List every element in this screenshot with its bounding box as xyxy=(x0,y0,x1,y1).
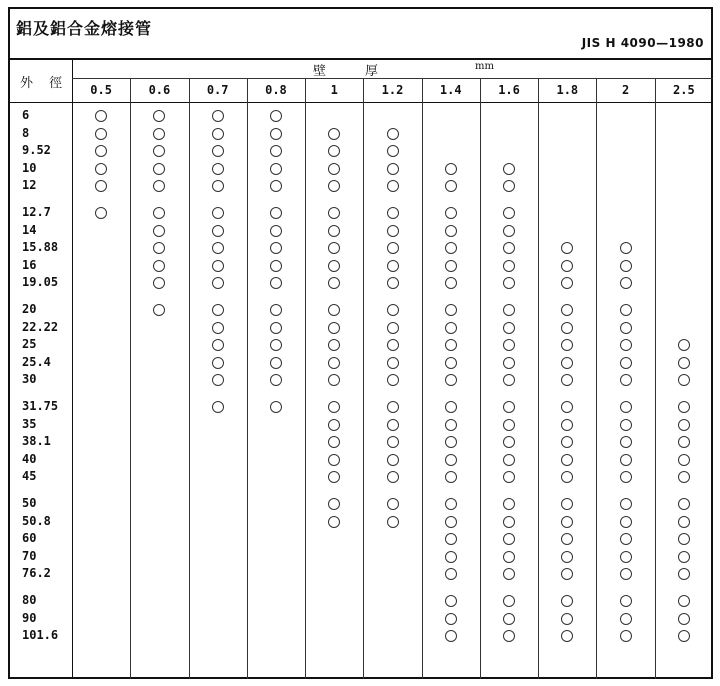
outer-diameter-label: 6 xyxy=(22,108,30,122)
circle-icon xyxy=(328,128,340,140)
circle-icon xyxy=(387,357,399,369)
circle-icon xyxy=(212,304,224,316)
thickness-column-header: 2 xyxy=(621,83,630,97)
circle-icon xyxy=(678,374,690,386)
circle-icon xyxy=(387,436,399,448)
outer-diameter-label: 19.05 xyxy=(22,275,59,290)
outer-diameter-label: 9.52 xyxy=(22,143,51,158)
circle-icon xyxy=(678,551,690,563)
circle-icon xyxy=(620,533,632,545)
circle-icon xyxy=(503,207,515,219)
circle-icon xyxy=(387,145,399,157)
circle-icon xyxy=(503,516,515,528)
circle-icon xyxy=(270,207,282,219)
circle-icon xyxy=(678,498,690,510)
circle-icon xyxy=(212,110,224,122)
circle-icon xyxy=(212,145,224,157)
circle-icon xyxy=(503,498,515,510)
thickness-column-header: 1.8 xyxy=(556,83,579,97)
circle-icon xyxy=(95,145,107,157)
circle-icon xyxy=(620,419,632,431)
circle-icon xyxy=(561,595,573,607)
circle-icon xyxy=(445,436,457,448)
circle-icon xyxy=(387,516,399,528)
circle-icon xyxy=(328,304,340,316)
circle-icon xyxy=(445,225,457,237)
thickness-column-header: 0.7 xyxy=(206,83,229,97)
circle-icon xyxy=(561,419,573,431)
circle-icon xyxy=(270,163,282,175)
circle-icon xyxy=(445,630,457,642)
circle-icon xyxy=(328,516,340,528)
circle-icon xyxy=(328,322,340,334)
circle-icon xyxy=(503,613,515,625)
circle-icon xyxy=(503,163,515,175)
circle-icon xyxy=(387,207,399,219)
circle-icon xyxy=(270,145,282,157)
circle-icon xyxy=(445,277,457,289)
circle-icon xyxy=(153,128,165,140)
circle-icon xyxy=(678,471,690,483)
circle-icon xyxy=(212,180,224,192)
thickness-column-header: 1.6 xyxy=(498,83,520,97)
outer-diameter-label: 40 xyxy=(22,451,37,466)
circle-icon xyxy=(328,357,340,369)
circle-icon xyxy=(95,163,107,175)
outer-diameter-label: 10 xyxy=(22,160,37,175)
circle-icon xyxy=(561,551,573,563)
circle-icon xyxy=(328,374,340,386)
circle-icon xyxy=(212,128,224,140)
circle-icon xyxy=(445,401,457,413)
circle-icon xyxy=(212,277,224,289)
circle-icon xyxy=(678,419,690,431)
circle-icon xyxy=(561,401,573,413)
circle-icon xyxy=(445,454,457,466)
circle-icon xyxy=(212,163,224,175)
circle-icon xyxy=(387,322,399,334)
circle-icon xyxy=(328,207,340,219)
circle-icon xyxy=(153,180,165,192)
circle-icon xyxy=(270,357,282,369)
circle-icon xyxy=(328,498,340,510)
outer-diameter-label: 12.7 xyxy=(22,205,51,219)
outer-diameter-label: 70 xyxy=(22,548,37,563)
circle-icon xyxy=(620,436,632,448)
circle-icon xyxy=(620,630,632,642)
circle-icon xyxy=(387,163,399,175)
circle-icon xyxy=(678,516,690,528)
circle-icon xyxy=(270,110,282,122)
circle-icon xyxy=(212,242,224,254)
circle-icon xyxy=(328,436,340,448)
circle-icon xyxy=(95,180,107,192)
circle-icon xyxy=(270,277,282,289)
circle-icon xyxy=(328,260,340,272)
circle-icon xyxy=(387,471,399,483)
circle-icon xyxy=(620,595,632,607)
outer-diameter-label: 30 xyxy=(22,372,37,387)
circle-icon xyxy=(678,357,690,369)
circle-icon xyxy=(678,339,690,351)
circle-icon xyxy=(503,242,515,254)
circle-icon xyxy=(503,419,515,431)
circle-icon xyxy=(270,374,282,386)
outer-diameter-label: 90 xyxy=(22,610,37,625)
circle-icon xyxy=(387,260,399,272)
circle-icon xyxy=(503,436,515,448)
circle-icon xyxy=(561,339,573,351)
circle-icon xyxy=(678,613,690,625)
outer-diameter-label: 14 xyxy=(22,222,37,237)
circle-icon xyxy=(503,374,515,386)
circle-icon xyxy=(95,207,107,219)
circle-icon xyxy=(270,304,282,316)
thickness-column-header: 1.4 xyxy=(439,83,462,97)
circle-icon xyxy=(387,180,399,192)
column-divider xyxy=(189,78,190,679)
circle-icon xyxy=(678,630,690,642)
column-divider xyxy=(422,78,423,679)
circle-icon xyxy=(503,533,515,545)
wall-thickness-unit: mm xyxy=(475,61,494,72)
thickness-column-header: 0.6 xyxy=(148,83,171,97)
circle-icon xyxy=(212,322,224,334)
circle-icon xyxy=(328,419,340,431)
circle-icon xyxy=(387,498,399,510)
circle-icon xyxy=(620,568,632,580)
circle-icon xyxy=(503,225,515,237)
circle-icon xyxy=(212,207,224,219)
circle-icon xyxy=(387,454,399,466)
circle-icon xyxy=(503,568,515,580)
thickness-column-header: 1 xyxy=(330,83,338,97)
circle-icon xyxy=(678,533,690,545)
outer-diameter-label: 50 xyxy=(22,496,37,510)
circle-icon xyxy=(620,471,632,483)
outer-diameter-label: 20 xyxy=(22,302,37,316)
circle-icon xyxy=(153,304,165,316)
thickness-column-header: 0.8 xyxy=(265,83,287,97)
circle-icon xyxy=(678,436,690,448)
circle-icon xyxy=(328,401,340,413)
column-divider xyxy=(305,78,306,679)
column-divider xyxy=(480,78,481,679)
circle-icon xyxy=(270,322,282,334)
circle-icon xyxy=(620,322,632,334)
circle-icon xyxy=(445,613,457,625)
circle-icon xyxy=(153,225,165,237)
thickness-column-header: 0.5 xyxy=(90,83,112,97)
outer-diameter-header: 外 徑 xyxy=(20,76,69,91)
outer-diameter-label: 50.8 xyxy=(22,513,51,528)
outer-diameter-label: 38.1 xyxy=(22,434,51,449)
circle-icon xyxy=(561,357,573,369)
outer-diameter-label: 31.75 xyxy=(22,399,59,413)
circle-icon xyxy=(445,180,457,192)
circle-icon xyxy=(503,401,515,413)
circle-icon xyxy=(328,180,340,192)
circle-icon xyxy=(620,401,632,413)
circle-icon xyxy=(620,277,632,289)
outer-diameter-label: 76.2 xyxy=(22,566,51,581)
circle-icon xyxy=(503,304,515,316)
circle-icon xyxy=(270,128,282,140)
circle-icon xyxy=(445,242,457,254)
circle-icon xyxy=(387,401,399,413)
circle-icon xyxy=(561,304,573,316)
circle-icon xyxy=(561,498,573,510)
circle-icon xyxy=(503,260,515,272)
outer-diameter-label: 16 xyxy=(22,257,37,272)
circle-icon xyxy=(503,277,515,289)
circle-icon xyxy=(678,454,690,466)
circle-icon xyxy=(153,163,165,175)
circle-icon xyxy=(503,322,515,334)
circle-icon xyxy=(445,163,457,175)
circle-icon xyxy=(387,225,399,237)
circle-icon xyxy=(328,145,340,157)
circle-icon xyxy=(561,471,573,483)
circle-icon xyxy=(270,260,282,272)
circle-icon xyxy=(620,516,632,528)
circle-icon xyxy=(153,277,165,289)
circle-icon xyxy=(620,357,632,369)
circle-icon xyxy=(445,207,457,219)
circle-icon xyxy=(387,242,399,254)
thickness-column-header: 2.5 xyxy=(673,83,695,97)
circle-icon xyxy=(561,630,573,642)
circle-icon xyxy=(153,260,165,272)
circle-icon xyxy=(212,339,224,351)
circle-icon xyxy=(503,471,515,483)
circle-icon xyxy=(212,225,224,237)
circle-icon xyxy=(445,339,457,351)
outer-diameter-label: 15.88 xyxy=(22,240,59,255)
circle-icon xyxy=(387,128,399,140)
circle-icon xyxy=(153,145,165,157)
outer-diameter-label: 45 xyxy=(22,469,37,484)
body-divider xyxy=(8,102,713,103)
circle-icon xyxy=(678,595,690,607)
circle-icon xyxy=(387,374,399,386)
circle-icon xyxy=(328,225,340,237)
standard-code: JIS H 4090—1980 xyxy=(581,36,704,50)
circle-icon xyxy=(445,516,457,528)
circle-icon xyxy=(212,357,224,369)
circle-icon xyxy=(153,207,165,219)
outer-diameter-label: 25.4 xyxy=(22,354,51,369)
circle-icon xyxy=(561,277,573,289)
circle-icon xyxy=(328,277,340,289)
circle-icon xyxy=(445,551,457,563)
circle-icon xyxy=(620,551,632,563)
circle-icon xyxy=(445,595,457,607)
circle-icon xyxy=(445,374,457,386)
circle-icon xyxy=(445,498,457,510)
wall-thickness-header: 壁 厚 xyxy=(313,64,379,79)
circle-icon xyxy=(270,339,282,351)
circle-icon xyxy=(503,454,515,466)
circle-icon xyxy=(445,304,457,316)
circle-icon xyxy=(153,110,165,122)
circle-icon xyxy=(445,322,457,334)
circle-icon xyxy=(561,260,573,272)
circle-icon xyxy=(620,613,632,625)
circle-icon xyxy=(620,304,632,316)
circle-icon xyxy=(620,339,632,351)
circle-icon xyxy=(270,401,282,413)
circle-icon xyxy=(561,454,573,466)
circle-icon xyxy=(561,516,573,528)
circle-icon xyxy=(620,242,632,254)
circle-icon xyxy=(270,180,282,192)
circle-icon xyxy=(503,595,515,607)
outer-diameter-label: 80 xyxy=(22,593,37,607)
circle-icon xyxy=(503,339,515,351)
circle-icon xyxy=(328,163,340,175)
circle-icon xyxy=(503,551,515,563)
circle-icon xyxy=(620,498,632,510)
circle-icon xyxy=(561,322,573,334)
column-divider xyxy=(363,78,364,679)
specification-table xyxy=(8,58,713,679)
circle-icon xyxy=(445,260,457,272)
header-divider xyxy=(72,78,713,79)
page-title: 鋁及鋁合金熔接管 xyxy=(16,19,153,38)
outer-diameter-label: 35 xyxy=(22,416,37,431)
outer-diameter-label: 101.6 xyxy=(22,628,59,643)
circle-icon xyxy=(503,180,515,192)
circle-icon xyxy=(445,471,457,483)
column-divider xyxy=(247,78,248,679)
circle-icon xyxy=(95,128,107,140)
circle-icon xyxy=(387,277,399,289)
column-divider xyxy=(538,78,539,679)
circle-icon xyxy=(212,401,224,413)
outer-diameter-label: 8 xyxy=(22,125,30,140)
circle-icon xyxy=(678,401,690,413)
circle-icon xyxy=(387,339,399,351)
column-divider xyxy=(655,78,656,679)
circle-icon xyxy=(503,357,515,369)
outer-diameter-label: 60 xyxy=(22,531,37,546)
circle-icon xyxy=(561,533,573,545)
column-divider xyxy=(596,78,597,679)
od-column-divider xyxy=(72,58,73,679)
circle-icon xyxy=(620,260,632,272)
column-divider xyxy=(130,78,131,679)
circle-icon xyxy=(503,630,515,642)
circle-icon xyxy=(445,419,457,431)
thickness-column-header: 1.2 xyxy=(381,83,404,97)
circle-icon xyxy=(561,613,573,625)
circle-icon xyxy=(328,242,340,254)
circle-icon xyxy=(561,568,573,580)
circle-icon xyxy=(445,568,457,580)
circle-icon xyxy=(387,419,399,431)
circle-icon xyxy=(212,260,224,272)
circle-icon xyxy=(212,374,224,386)
circle-icon xyxy=(95,110,107,122)
circle-icon xyxy=(387,304,399,316)
circle-icon xyxy=(561,374,573,386)
circle-icon xyxy=(153,242,165,254)
circle-icon xyxy=(445,357,457,369)
circle-icon xyxy=(270,242,282,254)
circle-icon xyxy=(328,339,340,351)
circle-icon xyxy=(678,568,690,580)
circle-icon xyxy=(620,454,632,466)
circle-icon xyxy=(620,374,632,386)
circle-icon xyxy=(561,242,573,254)
circle-icon xyxy=(445,533,457,545)
circle-icon xyxy=(270,225,282,237)
circle-icon xyxy=(561,436,573,448)
circle-icon xyxy=(328,454,340,466)
circle-icon xyxy=(328,471,340,483)
outer-diameter-label: 12 xyxy=(22,178,37,193)
outer-diameter-label: 25 xyxy=(22,337,37,352)
outer-diameter-label: 22.22 xyxy=(22,319,59,334)
